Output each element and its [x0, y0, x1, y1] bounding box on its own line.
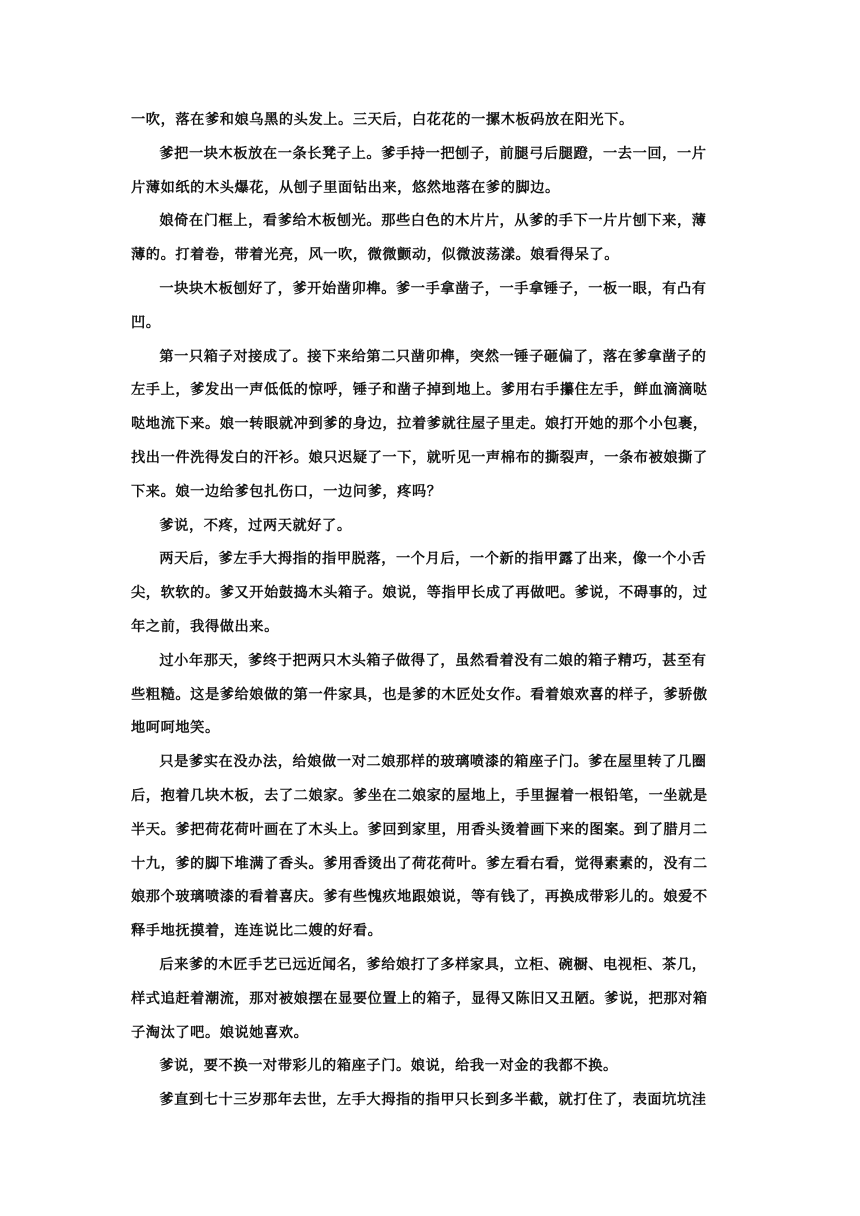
paragraph-12: 爹直到七十三岁那年去世，左手大拇指的指甲只长到多半截，就打住了，表面坑坑洼 — [159, 1092, 707, 1109]
paragraph-9: 只是爹实在没办法，给娘做一对二娘那样的玻璃喷漆的箱座子门。爹在屋里转了几圈 后，抱着几块木板，去了二娘家。爹坐在二娘家的屋地上，手里握着一根铅笔，一坐就是 半天。爹把荷花荷叶画在了木头上。爹回到家里，用香头烫着画下来的图案。到了腊月二 十九，爹的脚下堆满了香头。爹用香烫出了荷花荷叶。爹左看右看，觉得素素的，没有二 娘那个玻璃喷漆的看着喜庆。爹有些愧疚地跟娘说，等有钱了，再换成带彩儿的。娘爱不 释手地抚摸着，连连说比二嫂的好看。 — [131, 754, 708, 940]
paragraph-8: 过小年那天，爹终于把两只木头箱子做得了，虽然看着没有二娘的箱子精巧，甚至有 些粗糙。这是爹给娘做的第一件家具，也是爹的木匠处女作。看着娘欢喜的样子，爹骄傲 地呵呵地笑。 — [131, 652, 708, 737]
paragraph-5: 第一只箱子对接成了。接下来给第二只凿卯榫，突然一锤子砸偏了，落在爹拿凿子的 左手上，爹发出一声低低的惊呼，锤子和凿子掉到地上。爹用右手攥住左手，鲜血滴滴哒 哒地流下来。娘一转眼就冲到爹的身边，拉着爹就往屋子里走。娘打开她的那个小包裹， 找出一件洗得发白的汗衫。娘只迟疑了一下，就听见一声棉布的撕裂声，一条布被娘撕了 下来。娘一边给爹包扎伤口，一边问爹，疼吗？ — [131, 348, 708, 500]
paragraph-7: 两天后，爹左手大拇指的指甲脱落，一个月后，一个新的指甲露了出来，像一个小舌 尖，软软的。爹又开始鼓捣木头箱子。娘说，等指甲长成了再做吧。爹说，不碍事的，过 年之前，我得做出来。 — [131, 551, 708, 635]
paragraph-10: 后来爹的木匠手艺已远近闻名，爹给娘打了多样家具，立柜、碗橱、电视柜、茶几， 样式追赶着潮流，那对被娘摆在显要位置上的箱子，显得又陈旧又丑陋。爹说，把那对箱 子淘汰了吧。娘说她喜欢。 — [131, 956, 708, 1041]
paragraph-4: 一块块木板刨好了，爹开始凿卯榫。爹一手拿凿子，一手拿锤子，一板一眼，有凸有 凹。 — [131, 280, 707, 331]
paragraph-3: 娘倚在门框上，看爹给木板刨光。那些白色的木片片，从爹的手下一片片刨下来，薄 薄的。打着卷，带着光亮，风一吹，微微颤动，似微波荡漾。娘看得呆了。 — [131, 213, 707, 264]
paragraph-11: 爹说，要不换一对带彩儿的箱座子门。娘说，给我一对金的我都不换。 — [159, 1058, 618, 1075]
paragraph-2: 爹把一块木板放在一条长凳子上。爹手持一把刨子，前腿弓后腿蹬，一去一回，一片 片薄如纸的木头爆花，从刨子里面钻出来，悠然地落在爹的脚边。 — [131, 145, 707, 196]
paragraph-6: 爹说，不疼，过两天就好了。 — [159, 517, 352, 534]
paragraph-1: 一吹，落在爹和娘乌黑的头发上。三天后，白花花的一摞木板码放在阳光下。 — [131, 112, 634, 128]
body-text — [131, 104, 725, 1118]
